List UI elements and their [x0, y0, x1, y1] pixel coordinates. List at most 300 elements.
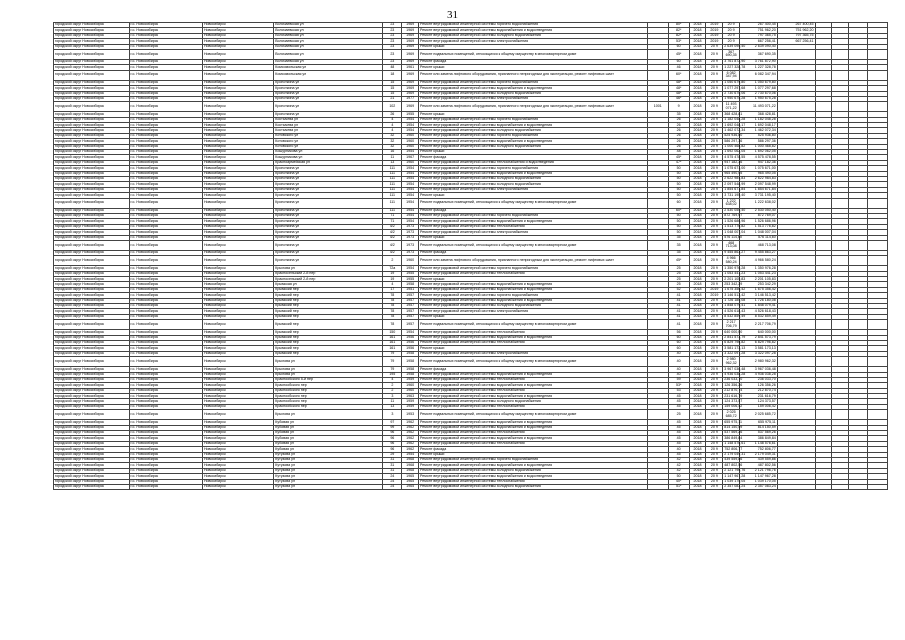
table-cell: Крымский пер [274, 287, 383, 292]
table-cell: Новосибирск [202, 458, 273, 463]
table-cell: 79 [383, 351, 402, 356]
table-cell: Новосибирск [202, 117, 273, 122]
table-cell [815, 357, 832, 367]
table-cell [647, 49, 668, 59]
table-cell: Ремонт внутридомовой инженерной системы теплоснабжения [419, 479, 648, 484]
table-cell: 19 [383, 271, 402, 276]
table-cell: Ремонт внутридомовой инженерной системы холодного водоснабжения [419, 144, 648, 149]
table-cell: Кошурникова ул [274, 155, 383, 160]
table-cell: Новосибирск [202, 49, 273, 59]
table-cell: 79 [383, 357, 402, 367]
table-cell: Новосибирск [202, 59, 273, 64]
table-cell: 2018 [689, 410, 706, 420]
table-cell: 1958 [402, 357, 419, 367]
table-cell: Новосибирск [202, 367, 273, 372]
table-cell: 20 9 [706, 91, 723, 96]
table-cell: Ремонт внутридомовой инженерной системы электроснабжения [419, 39, 648, 44]
table-cell: 4 966 580,24 [740, 256, 778, 266]
table-cell: 2 530 050,40 [724, 207, 746, 212]
table-cell [777, 357, 815, 367]
table-cell: 20 9 [706, 479, 723, 484]
table-cell: г.о. Новосибирск [129, 49, 202, 59]
table-cell: 2018 [689, 198, 706, 208]
table-cell: 20 9 [706, 155, 723, 160]
table-cell: 2018 [689, 70, 706, 80]
table-cell: г.о. Новосибирск [129, 404, 202, 409]
table-cell: Ремонт внутридомовой инженерной системы горячего водоснабжения [419, 213, 648, 218]
table-cell [777, 240, 815, 250]
table-cell: 1957 [402, 320, 419, 330]
table-cell [849, 70, 868, 80]
table-cell: 24 [383, 479, 402, 484]
table-cell: 35 [668, 240, 689, 250]
table-row [54, 410, 888, 420]
table-cell: г.о. Новосибирск [129, 314, 202, 319]
table-cell: Волочаевская ул [274, 44, 383, 49]
table-cell: 2 [383, 388, 402, 393]
table-cell: Ремонт внутридомовой инженерной системы горячего водоснабжения [419, 133, 648, 138]
table-cell: городской округ Новосибирск [54, 155, 130, 160]
table-cell: г.о. Новосибирск [129, 420, 202, 425]
table-cell: 2018 [689, 377, 706, 382]
table-cell: 1 675 356,42 [740, 287, 778, 292]
table-cell: 4/2 [383, 230, 402, 235]
table-cell: Волочаевская ул [274, 23, 383, 28]
table-row [54, 256, 888, 266]
table-cell: 2 097 548,99 [740, 182, 778, 187]
table-cell: Новосибирск [202, 394, 273, 399]
table-cell: 2 357 083,24 [724, 484, 746, 489]
table-cell: г.о. Новосибирск [129, 187, 202, 192]
table-cell: Новосибирск [202, 193, 273, 198]
table-cell: 2 201 105,83 [740, 277, 778, 282]
table-cell: 20 9 [706, 59, 723, 64]
table-cell: 46 [668, 65, 689, 70]
table-cell: Комсомольская ул [274, 70, 383, 80]
table-cell: 20 9 [706, 271, 723, 276]
table-cell: 4 966 580,24 [723, 256, 740, 266]
table-cell [777, 49, 815, 59]
table-cell: 60 [668, 340, 689, 345]
table-cell: Краснообского пер [274, 394, 383, 399]
table-cell: 4 [383, 117, 402, 122]
table-cell: 212 870,74 [740, 388, 778, 393]
table-cell: Новосибирск [202, 357, 273, 367]
table-cell: Кропоткина ул [274, 208, 383, 213]
table-cell: 1 227 328,78 [740, 65, 778, 70]
table-cell: 1954 [402, 123, 419, 128]
table-cell: Кропоткина ул [274, 219, 383, 224]
table-cell [867, 102, 887, 112]
table-cell: городской округ Новосибирск [54, 351, 130, 356]
table-cell: Крымский пер [274, 298, 383, 303]
table-cell: Костычева ул [274, 117, 383, 122]
table-cell: г.о. Новосибирск [129, 86, 202, 91]
table-cell [777, 198, 815, 208]
table-cell: городской округ Новосибирск [54, 230, 130, 235]
table-cell: городской округ Новосибирск [54, 404, 130, 409]
table-cell: Ремонт крыши [419, 193, 648, 198]
table-cell [777, 70, 815, 80]
table-cell: Ремонт фасада [419, 208, 648, 213]
table-cell: Новосибирск [202, 304, 273, 309]
table-cell: г.о. Новосибирск [129, 155, 202, 160]
table-cell: 20 9 [706, 193, 723, 198]
table-cell: 20 9 [706, 320, 723, 330]
table-cell: 20 9 [706, 266, 723, 271]
table-cell: 60 [668, 59, 689, 64]
table-cell: Новосибирск [202, 224, 273, 229]
table-cell: Кропоткина ул [274, 176, 383, 181]
table-cell: Кропоткина ул [274, 224, 383, 229]
table-cell: городской округ Новосибирск [54, 198, 130, 208]
table-cell: городской округ Новосибирск [54, 377, 130, 382]
table-cell: 2018 [689, 425, 706, 430]
table-cell: 41 [668, 304, 689, 309]
table-cell: Котовского ул [274, 144, 383, 149]
table-cell: г.о. Новосибирск [129, 224, 202, 229]
table-cell: Кропоткина ул [274, 80, 383, 85]
table-cell [867, 49, 887, 59]
table-cell [832, 198, 849, 208]
table-cell: Ремонт внутридомовой инженерной системы теплоснабжения [419, 441, 648, 446]
table-cell: городской округ Новосибирск [54, 224, 130, 229]
table-cell [867, 410, 887, 420]
table-cell: Ремонт внутридомовой инженерной системы электроснабжения [419, 351, 648, 356]
table-cell: 1962 [402, 441, 419, 446]
table-cell: 20 9 [706, 314, 723, 319]
table-cell: 2018 [689, 187, 706, 192]
table-cell [832, 320, 849, 330]
table-cell: 1 222 638,02 [740, 198, 778, 208]
table-cell: 20 9 [706, 357, 723, 367]
table-cell: 2 121 796,76 [740, 468, 778, 473]
table-cell: 2 639 090,40 [740, 44, 778, 49]
table-cell: 111 [383, 187, 402, 192]
table-cell: 20 9 [706, 383, 723, 388]
table-cell: 2018 [689, 240, 706, 250]
table-cell: 23 [383, 23, 402, 28]
table-cell: 20 9 [706, 139, 723, 144]
table-cell: 13 [383, 404, 402, 409]
table-cell: Новосибирск [202, 208, 273, 213]
table-cell: Ремонт фасада [419, 250, 648, 255]
table-cell: Новосибирск [202, 187, 273, 192]
table-cell: 20 9 [706, 468, 723, 473]
table-cell: г.о. Новосибирск [129, 394, 202, 399]
table-cell: городской округ Новосибирск [54, 187, 130, 192]
table-cell: 78 [383, 298, 402, 303]
table-cell [832, 484, 849, 489]
table-cell: Новосибирск [202, 351, 273, 356]
table-cell: г.о. Новосибирск [129, 458, 202, 463]
table-cell: Кубовая ул [274, 447, 383, 452]
table-cell: 96 [383, 441, 402, 446]
table-cell: г.о. Новосибирск [129, 39, 202, 44]
table-cell: 2018 [689, 452, 706, 457]
table-cell: Новосибирск [202, 96, 273, 101]
table-cell: 368 428,81 [724, 111, 743, 116]
table-cell: Ремонт фасада [419, 155, 648, 160]
table-cell [832, 357, 849, 367]
table-cell: г.о. Новосибирск [129, 372, 202, 377]
table-cell: 111 [383, 182, 402, 187]
table-cell: г.о. Новосибирск [129, 144, 202, 149]
table-cell: Ремонт внутридомовой инженерной системы электроснабжения [419, 309, 648, 314]
table-cell: Кутузова ул [274, 452, 383, 457]
table-cell: 1969 [402, 49, 419, 59]
table-cell: 20 9 [706, 102, 723, 112]
table-cell: 231 616,79 [724, 393, 743, 398]
table-cell [647, 240, 668, 250]
table-cell: 367 690,35 [740, 49, 778, 59]
table-cell: 2019 [706, 293, 723, 298]
table-cell: городской округ Новосибирск [54, 213, 130, 218]
table-cell: городской округ Новосибирск [54, 123, 130, 128]
table-cell: городской округ Новосибирск [54, 102, 130, 112]
table-row [54, 70, 888, 80]
table-cell: 45 [668, 425, 689, 430]
table-cell: Кубовая ул [274, 431, 383, 436]
table-cell: Новосибирск [202, 436, 273, 441]
table-cell: 2018 [689, 250, 706, 255]
table-cell: 45* [668, 155, 689, 160]
table-cell: 3 731 195,40 [724, 192, 746, 197]
table-cell: Новосибирск [202, 266, 273, 271]
table-cell: городской округ Новосибирск [54, 298, 130, 303]
table-cell: Новосибирск [202, 230, 273, 235]
table-cell: 4 526 618,43 [724, 308, 746, 313]
table-cell: Новосибирск [202, 150, 273, 155]
table-cell: 2018 [689, 96, 706, 101]
table-cell: Ремонт внутридомовой инженерной системы водоснабжения и водоотведения [419, 474, 648, 479]
table-cell: г.о. Новосибирск [129, 298, 202, 303]
table-cell: 4/2 [383, 235, 402, 240]
table-cell: городской округ Новосибирск [54, 399, 130, 404]
table-cell: 2018 [689, 277, 706, 282]
page-number: 31 [447, 9, 458, 21]
table-cell: г.о. Новосибирск [129, 277, 202, 282]
table-cell: г.о. Новосибирск [129, 139, 202, 144]
table-cell [777, 484, 815, 489]
table-cell [867, 70, 887, 80]
table-cell: 2019 [706, 28, 723, 33]
table-cell: Кропоткина ул [274, 250, 383, 255]
table-cell: 1 726 180,08 [740, 298, 778, 303]
table-cell: городской округ Новосибирск [54, 340, 130, 345]
table-cell: Новосибирск [202, 271, 273, 276]
table-cell: 25 [668, 271, 689, 276]
table-cell: 2018 [689, 320, 706, 330]
table-cell: Новосибирск [202, 452, 273, 457]
table-cell: Кутузова ул [274, 479, 383, 484]
table-cell: Ремонт внутридомовой инженерной системы водоснабжения и водоотведения [419, 28, 648, 33]
table-cell: 586 297,36 [724, 138, 743, 143]
table-cell: 11 493 071,22 [740, 102, 778, 112]
table-cell: 20 9 [706, 277, 723, 282]
table-cell: 2018 [689, 91, 706, 96]
table-cell: 537 569,26 [724, 430, 743, 435]
table-cell: г.о. Новосибирск [129, 230, 202, 235]
table-cell: 20 9 [706, 335, 723, 340]
table-cell: 3 322 097,28 [724, 351, 746, 356]
table-cell: Новосибирск [202, 335, 273, 340]
table-cell: 2018 [689, 388, 706, 393]
table-cell: 1 854 671,84 [740, 187, 778, 192]
table-cell: 2018 [689, 39, 706, 44]
table-cell: 1962 [402, 447, 419, 452]
table-cell: г.о. Новосибирск [129, 351, 202, 356]
table-cell [849, 410, 868, 420]
table-cell: Крымский пер [274, 304, 383, 309]
table-cell: 16 [383, 150, 402, 155]
table-row [54, 49, 888, 59]
table-cell: Новосибирск [202, 250, 273, 255]
table-cell: г.о. Новосибирск [129, 213, 202, 218]
table-cell: 2018 [689, 367, 706, 372]
table-cell: г.о. Новосибирск [129, 166, 202, 171]
table-cell: 2018 [689, 431, 706, 436]
table-cell: 1963 [402, 394, 419, 399]
table-cell: 96 [383, 436, 402, 441]
table-cell: 1 147 967,28 [724, 473, 746, 478]
table-cell: Ремонт внутридомовой инженерной системы водоснабжения и водоотведения [419, 219, 648, 224]
table-cell: 1 350 976,28 [724, 265, 746, 270]
table-cell [815, 484, 832, 489]
table-cell: Ремонт внутридомовой инженерной системы теплоснабжения [419, 388, 648, 393]
table-cell: 78 [383, 293, 402, 298]
table-cell: 4 936 038,28 [740, 372, 778, 377]
table-cell: 15 [383, 86, 402, 91]
table-cell: Краснообского пер [274, 399, 383, 404]
table-cell: г.о. Новосибирск [129, 176, 202, 181]
table-cell: Костычева ул [274, 123, 383, 128]
table-cell: г.о. Новосибирск [129, 171, 202, 176]
table-cell: Кубовая ул [274, 425, 383, 430]
table-cell: 1 222 638,02 [723, 198, 740, 208]
table-cell: 667 256,41 [777, 39, 815, 44]
table-cell: Новосибирск [202, 128, 273, 133]
table-cell [867, 484, 887, 489]
table-cell: 15 [383, 80, 402, 85]
table-cell: Крымский пер [274, 293, 383, 298]
table-cell: 23 [383, 39, 402, 44]
table-cell: г.о. Новосибирск [129, 266, 202, 271]
table-cell: Новосибирск [202, 277, 273, 282]
table-cell: городской округ Новосибирск [54, 282, 130, 287]
table-cell: 150 [383, 330, 402, 335]
table-cell: 1 854 671,84 [724, 187, 746, 192]
table-cell: г.о. Новосибирск [129, 425, 202, 430]
table-cell: Ремонт внутридомовой инженерной системы водоснабжения и водоотведения [419, 436, 648, 441]
table-cell: Ремонт внутридомовой инженерной системы водоснабжения и водоотведения [419, 383, 648, 388]
table-cell: Новосибирск [202, 330, 273, 335]
table-cell: 2018 [689, 219, 706, 224]
table-cell: городской округ Новосибирск [54, 484, 130, 489]
table-cell: Ремонт внутридомовой инженерной системы холодного водоснабжения [419, 176, 648, 181]
table-cell: 71 [383, 219, 402, 224]
table-cell: 2018 [689, 213, 706, 218]
table-cell: Ремонт фасада [419, 447, 648, 452]
table-cell: 40 [668, 447, 689, 452]
table-cell: 20 9 [706, 394, 723, 399]
table-cell: 1955 [402, 271, 419, 276]
table-cell: Котовского ул [274, 139, 383, 144]
table-cell: 26 [668, 133, 689, 138]
table-cell: г.о. Новосибирск [129, 240, 202, 250]
table-cell: 1954 [402, 128, 419, 133]
table-cell: г.о. Новосибирск [129, 377, 202, 382]
table-cell: городской округ Новосибирск [54, 150, 130, 155]
table-cell: 41 [668, 309, 689, 314]
table-row [54, 198, 888, 208]
table-cell: 1 048 007,04 [740, 230, 778, 235]
table-cell: Новосибирск [202, 377, 273, 382]
table-cell: 1960 [402, 133, 419, 138]
table-cell: 2 121 796,76 [724, 468, 746, 473]
table-cell: 20 9 [706, 150, 723, 155]
table-cell: 50 [668, 219, 689, 224]
table-cell: Ремонт внутридомовой инженерной системы горячего водоснабжения [419, 293, 648, 298]
table-cell: 40 [668, 357, 689, 367]
table-cell: 1959 [402, 399, 419, 404]
table-cell: 2018 [689, 287, 706, 292]
table-cell: 1954 [402, 117, 419, 122]
table-cell: Новосибирск [202, 420, 273, 425]
table-cell: 1954 [402, 219, 419, 224]
table-cell: 60 [668, 44, 689, 49]
table-cell: Новосибирск [202, 86, 273, 91]
table-cell: Кубовая ул [274, 420, 383, 425]
table-cell: 231 616,79 [740, 394, 778, 399]
table-cell: городской округ Новосибирск [54, 128, 130, 133]
table-cell: 161 [383, 340, 402, 345]
table-cell: 20 9 [706, 474, 723, 479]
table-cell: 1954 [402, 452, 419, 457]
table-cell: Ремонт внутридомовой инженерной системы холодного водоснабжения [419, 91, 648, 96]
table-cell: г.о. Новосибирск [129, 320, 202, 330]
table-cell: 35 [668, 250, 689, 255]
table-cell: 3 [383, 410, 402, 420]
table-cell: 78 [383, 304, 402, 309]
table-cell: 2018 [689, 372, 706, 377]
table-cell: 79 [383, 367, 402, 372]
table-cell: 655 975,11 [740, 420, 778, 425]
table-cell: 78 [383, 309, 402, 314]
table-cell: 1 148 576,61 [740, 441, 778, 446]
table-cell: Новосибирск [202, 28, 273, 33]
table-cell: Новосибирск [202, 468, 273, 473]
table-cell: Новосибирск [202, 155, 273, 160]
table-cell: Ремонт внутридомовой инженерной системы теплоснабжения [419, 271, 648, 276]
table-cell: 40 [668, 372, 689, 377]
table-cell: 60* [668, 208, 689, 213]
table-cell: г.о. Новосибирск [129, 479, 202, 484]
table-cell: 872 769,07 [740, 213, 778, 218]
table-cell: 1954 [402, 176, 419, 181]
table-cell: 31 [383, 463, 402, 468]
table-cell: 1 148 576,61 [724, 441, 746, 446]
table-cell: Новосибирск [202, 340, 273, 345]
table-cell: Ремонт внутридомовой инженерной системы электроснабжения [419, 96, 648, 101]
table-cell [815, 70, 832, 80]
table-cell: 1956 [402, 346, 419, 351]
table-cell: 20 9 [706, 70, 723, 80]
table-cell: Красносельский 2-й пер [274, 271, 383, 276]
table-cell [777, 410, 815, 420]
table-cell: г.о. Новосибирск [129, 287, 202, 292]
table-cell: 20 9 [723, 33, 740, 38]
